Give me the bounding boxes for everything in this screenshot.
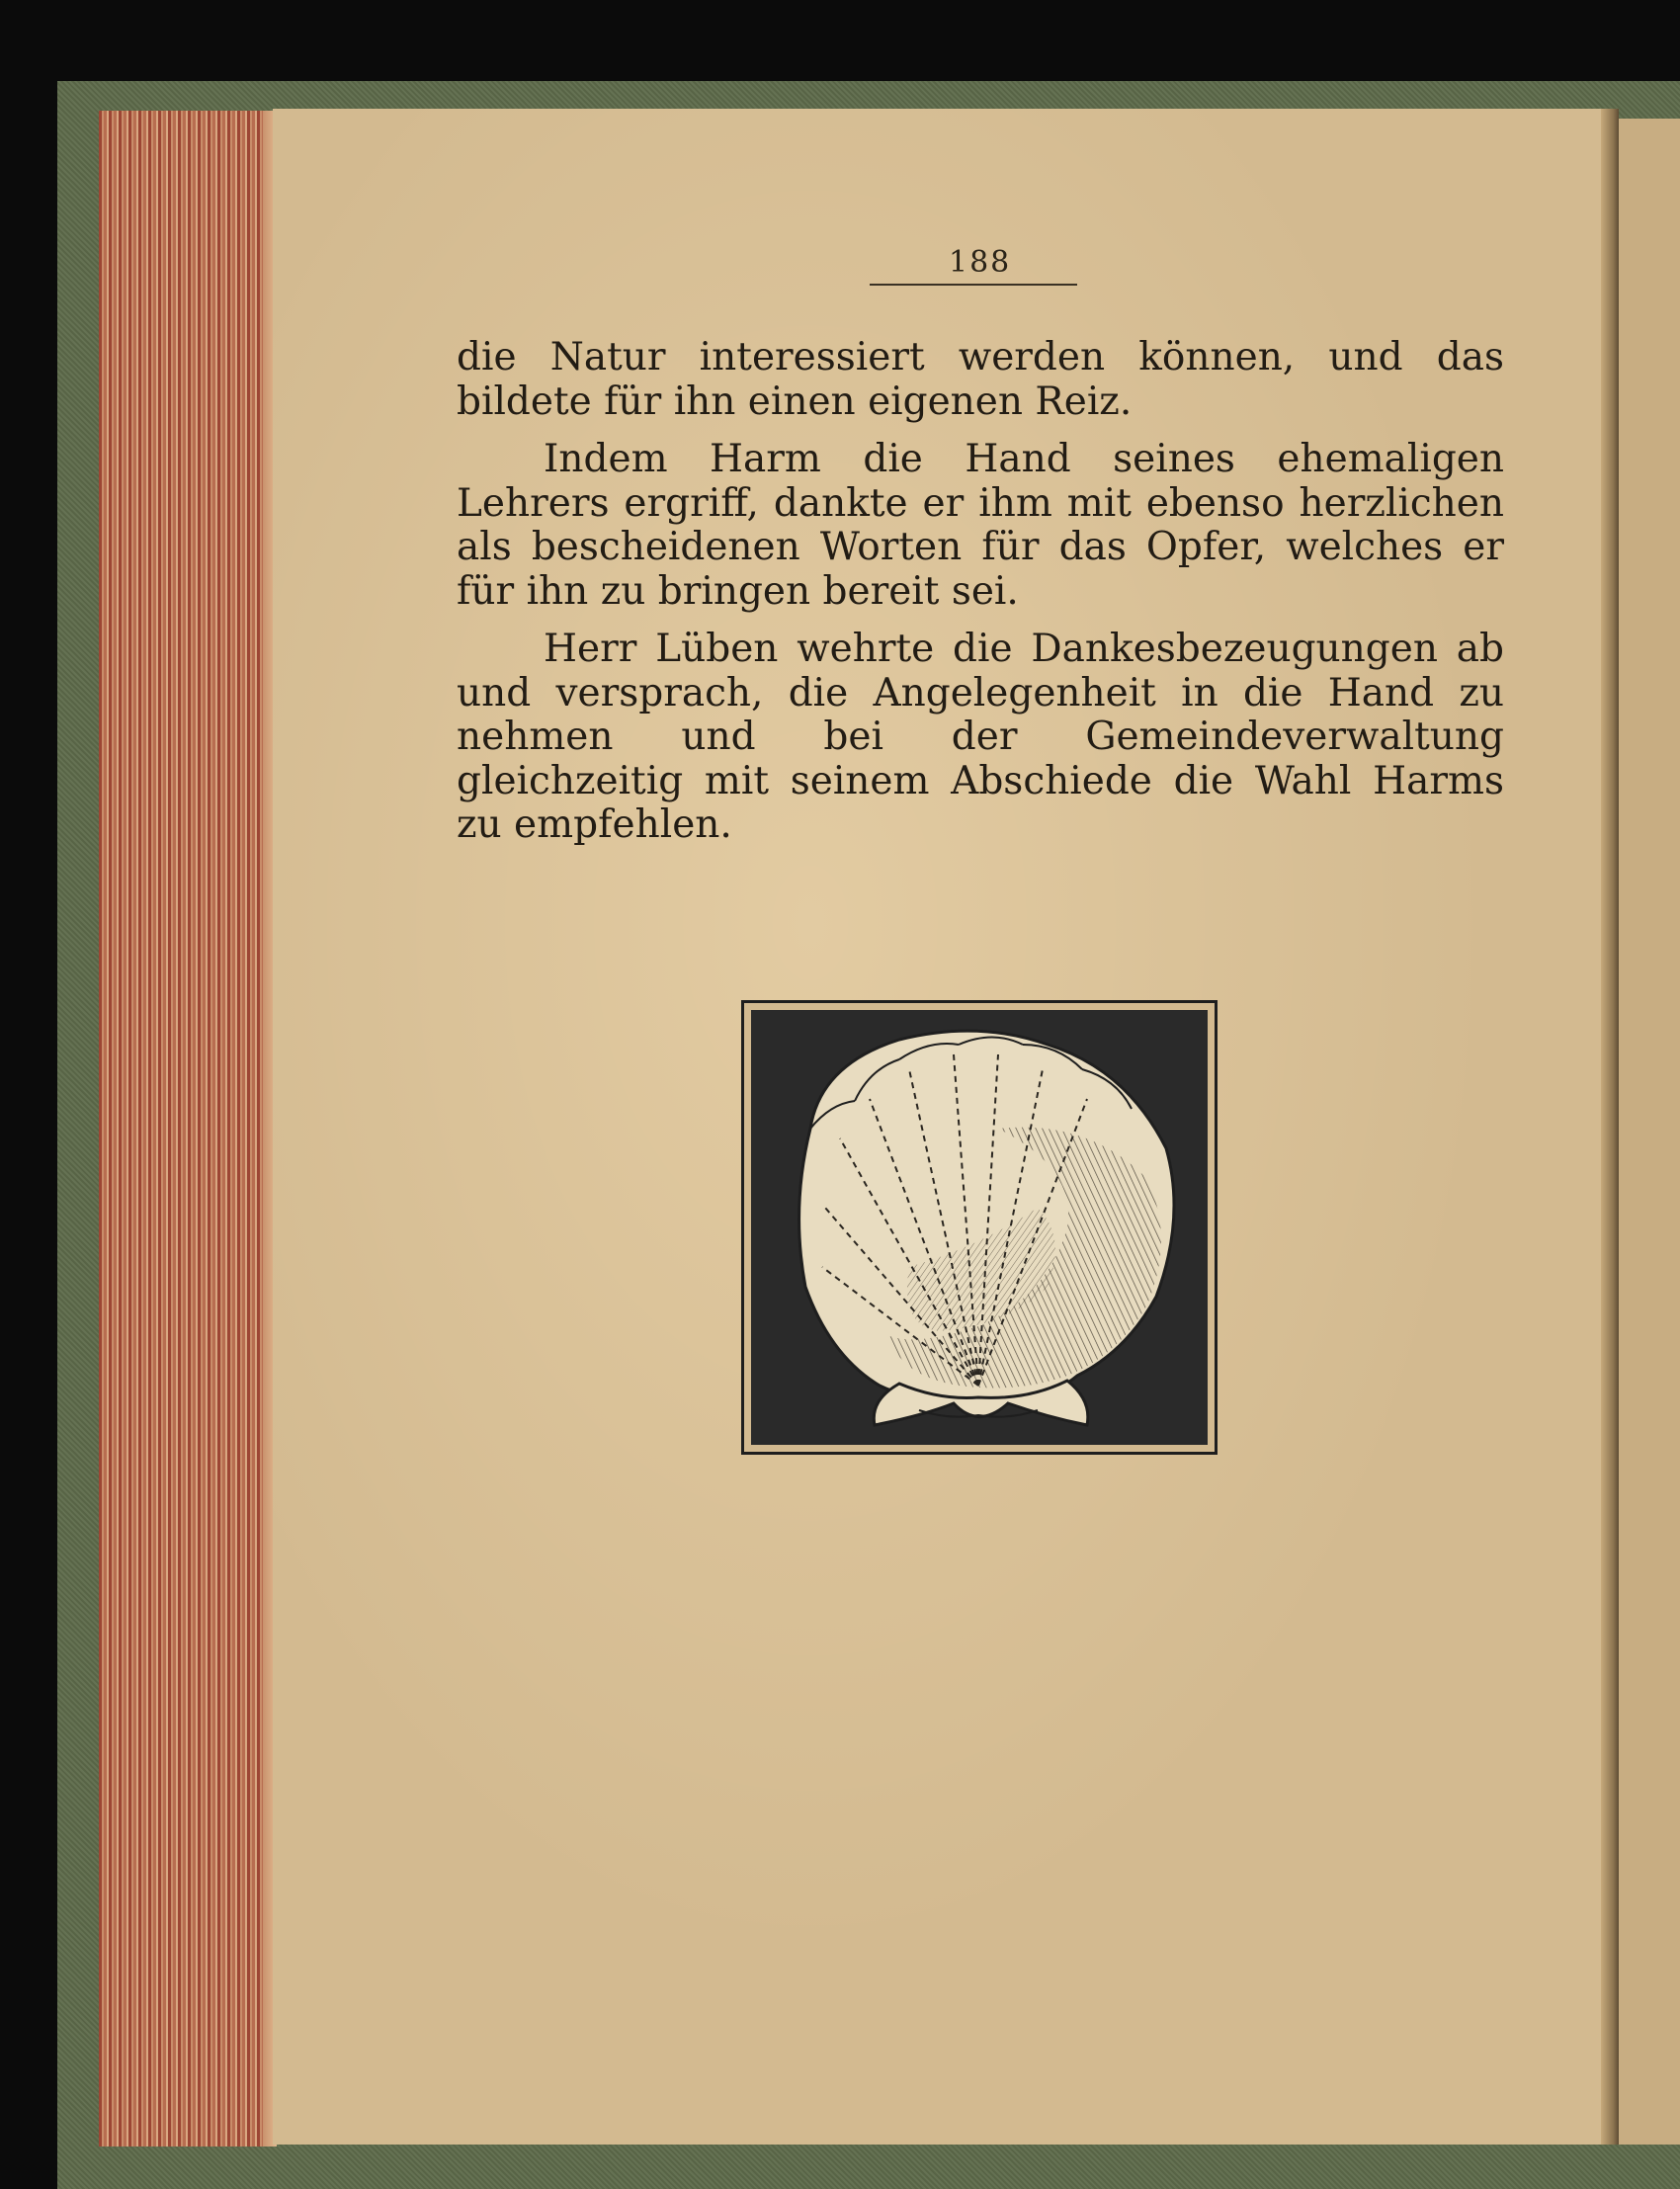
body-text — [457, 336, 1504, 862]
page-edges — [99, 111, 277, 2147]
scallop-shell-drawing — [751, 1010, 1208, 1445]
paragraph-1: die Natur interessiert werden können, und das bildete für ihn einen eigenen Reiz. — [457, 335, 1504, 424]
facing-page-edge — [1619, 119, 1680, 2145]
shell-illustration — [741, 1000, 1218, 1455]
book-gutter — [1601, 109, 1619, 2145]
page-number-rule — [870, 284, 1077, 286]
illustration-background — [751, 1010, 1208, 1445]
paragraph-2: Indem Harm die Hand seines ehemaligen Lehrers ergriff, dankte er ihm mit ebenso herzlichen als bescheidenen Worten für das Opfer, welches er für ihn zu bringen bereit sei. — [457, 437, 1504, 614]
paragraph-3: Herr Lüben wehrte die Dankesbezeugungen ab und versprach, die Angelegenheit in die Hand zu nehmen und bei der Gemeindeverwaltung gleichzeitig mit seinem Abschiede die Wahl Harms zu empfehlen. — [457, 627, 1504, 847]
page-number: 188 — [949, 245, 1012, 280]
